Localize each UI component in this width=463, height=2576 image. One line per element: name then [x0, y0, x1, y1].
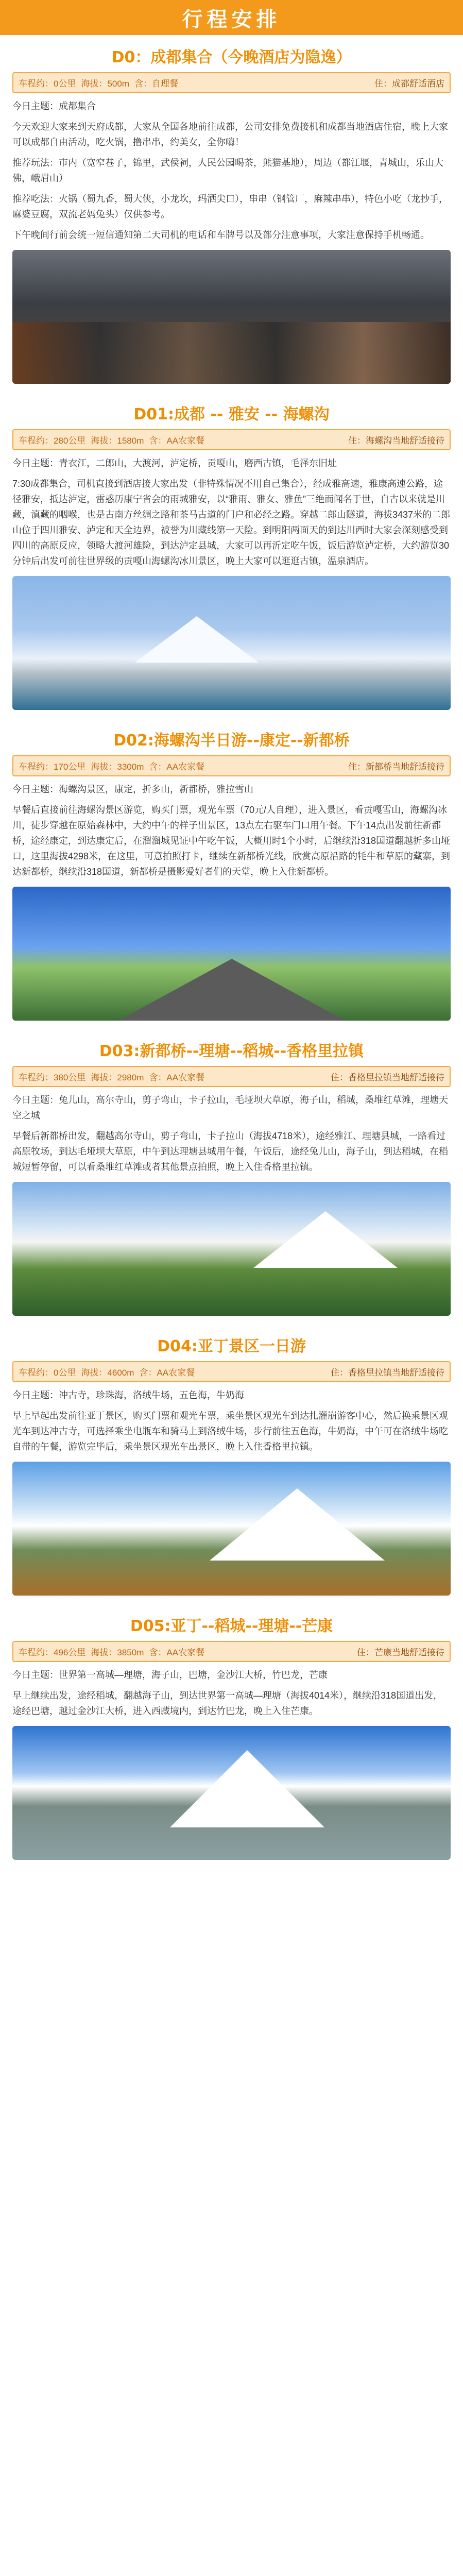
- day-title: D03:新都桥--理塘--稻城--香格里拉镇: [99, 1042, 364, 1060]
- meta-car: 车程约：496公里: [19, 1648, 86, 1657]
- day-section: [0, 44, 463, 392]
- title-banner: [0, 0, 463, 35]
- day-meta-bar: [12, 755, 451, 776]
- day-photo: [12, 887, 451, 1021]
- meta-meals: 含：AA农家餐: [149, 1648, 205, 1657]
- day-section: [0, 1333, 463, 1604]
- day-title: D01:成都 -- 雅安 -- 海螺沟: [133, 405, 330, 423]
- meta-hotel: 住：新都桥当地舒适接待: [348, 762, 444, 772]
- day-meta-bar: [12, 1641, 451, 1662]
- day-paragraph: 早餐后直接前往海螺沟景区游览，购买门票，观光车票（70元/人自理），进入景区，看贡嘎雪山，海螺沟冰川，徒步穿越在原始森林中，大约中午的样子出景区，13点左右驱车门口用午餐。下午14点出发前往新都桥，途经康定，到达康定后，在溜溜城见证中午吃午饭，大概用时1个小时，后继续沿318国道翻越折多山垭口，这里海拔4298米，在这里，可意拍照打卡，继续在新都桥光线，欣赏高原沿路的牦牛和草原的藏寨，到达新都桥，继续沿318国道，新都桥是摄影爱好者们的天堂，晚上入住新都桥。: [12, 805, 451, 877]
- day-title: D02:海螺沟半日游--康定--新都桥: [113, 732, 350, 750]
- meta-meals: 含：自理餐: [134, 79, 178, 89]
- day-paragraph: 推荐吃法：火锅（蜀九香，蜀大侠，小龙坎，玛洒尖口），串串（钢管厂，麻辣串串），特色小吃（龙抄手，麻婆豆腐，双流老妈兔头）仅供参考。: [12, 194, 448, 219]
- section-spacer: [12, 388, 451, 392]
- meta-altitude: 海拔：1580m: [91, 436, 144, 446]
- day-paragraph: 今日主题：成都集合: [12, 101, 96, 111]
- section-spacer: [12, 1600, 451, 1604]
- meta-car: 车程约：380公里: [19, 1073, 86, 1082]
- section-spacer: [12, 1320, 451, 1324]
- meta-altitude: 海拔：3850m: [91, 1648, 144, 1657]
- day-meta-bar: [12, 1361, 451, 1382]
- meta-meals: 含：AA农家餐: [149, 436, 205, 446]
- day-paragraph: 早餐后新都桥出发，翻越高尔寺山，剪子弯山，卡子拉山（海拔4718米），途经雅江、理塘县城，一路看过高原牧场，到达毛垭坝大草原，中午到达理塘县城用午餐，午饭后，途经兔儿山，海子山，到达稻城，在稻城短暂停留，可以看桑堆红草滩或者其他景点拍照，晚上入住香格里拉镇。: [12, 1131, 448, 1172]
- day-section: [0, 727, 463, 1029]
- day-paragraph: 今日主题：海螺沟景区，康定，折多山，新都桥，雅拉雪山: [12, 784, 253, 794]
- day-paragraph: 下午晚间行前会统一短信通知第二天司机的电话和车牌号以及部分注意事项，大家注意保持手机畅通。: [12, 230, 430, 240]
- meta-altitude: 海拔：500m: [81, 79, 129, 89]
- section-spacer: [12, 1864, 451, 1868]
- day-paragraph: 早上继续出发，途经稻城，翻越海子山，到达世界第一高城—理塘（海拔4014米），继续沿318国道出发，途经巴塘，越过金沙江大桥，进入西藏境内，到达竹巴龙，晚上入住芒康。: [12, 1690, 443, 1716]
- day-photo: [12, 1462, 451, 1596]
- meta-hotel: 住：香格里拉镇当地舒适接待: [331, 1073, 444, 1082]
- page-title: 行程安排: [182, 7, 281, 31]
- day-section: [0, 1613, 463, 1868]
- meta-meals: 含：AA农家餐: [139, 1368, 195, 1378]
- meta-car: 车程约：0公里: [19, 1368, 76, 1378]
- day-paragraph: 今日主题：冲古寺，珍珠海，洛绒牛场，五色海，牛奶海: [12, 1390, 244, 1400]
- meta-meals: 含：AA农家餐: [149, 762, 205, 772]
- meta-altitude: 海拔：2980m: [91, 1073, 144, 1082]
- section-spacer: [12, 1025, 451, 1029]
- meta-hotel: 住：芒康当地舒适接待: [357, 1648, 444, 1657]
- meta-hotel: 住：香格里拉镇当地舒适接待: [331, 1368, 444, 1378]
- day-meta-bar: [12, 429, 451, 450]
- meta-car: 车程约：170公里: [19, 762, 86, 772]
- day-section: [0, 1038, 463, 1324]
- day-title: D04:亚丁景区一日游: [157, 1337, 306, 1355]
- meta-car: 车程约：0公里: [19, 79, 76, 89]
- meta-altitude: 海拔：4600m: [81, 1368, 134, 1378]
- day-photo: [12, 250, 451, 384]
- day-title: D0：成都集合（今晚酒店为隐逸）: [111, 48, 352, 66]
- day-paragraph: 今日主题：青衣江，二郎山，大渡河，泸定桥，贡嘎山，磨西古镇，毛泽东旧址: [12, 458, 337, 468]
- meta-altitude: 海拔：3300m: [91, 762, 144, 772]
- day-photo: [12, 576, 451, 710]
- day-photo: [12, 1182, 451, 1316]
- day-title: D05:亚丁--稻城--理塘--芒康: [130, 1617, 333, 1635]
- day-paragraph: 7:30成都集合，司机直接到酒店接大家出发（非特殊情况不用自己集合），经成雅高速，雅康高速公路，途径雅安，抵达泸定，雷惑历康宁省会的雨城雅安，以“雅雨、雅女、雅鱼”三绝而闻名于世，自古以来就是川藏，滇藏的咽喉，也是古南方丝绸之路和茶马古道的门户和必经之路。穿越二郎山隧道，海拔3437米的二郎山位于四川雅安、泸定和天全边界，被誉为川藏线第一天险。到明阳两面天的到达川西时大家会深刻感受到四川的高原反应，领略大渡河雄险，到达泸定县城，大家可以再沂定吃午饭，饭后游览泸定桥，大约游览30分钟后出发可前往世界级的贡嘎山海螺沟冰川景区，晚上大家可以逛逛古镇，温泉酒店。: [12, 479, 451, 566]
- meta-meals: 含：AA农家餐: [149, 1073, 205, 1082]
- day-paragraph: 推荐玩法：市内（宽窄巷子，锦里，武侯祠，人民公园喝茶，熊猫基地），周边（都江堰，青城山，乐山大佛，峨眉山）: [12, 158, 443, 183]
- section-spacer: [12, 714, 451, 718]
- day-paragraph: 今日主题：世界第一高城—理塘，海子山，巴塘，金沙江大桥，竹巴龙，芒康: [12, 1670, 328, 1680]
- day-paragraph: 早上早起出发前往亚丁景区，购买门票和观光车票，乘坐景区观光车到达扎灌崩游客中心，然后换乘景区观光车到达冲古寺，可选择乘坐电瓶车和骑马上到洛绒牛场，步行前往五色海，牛奶海，中午可在洛绒牛场吃自带的午餐，游览完毕后，乘坐景区观光车出景区，晚上入住香格里拉镇。: [12, 1411, 448, 1452]
- day-section: [0, 401, 463, 718]
- meta-car: 车程约：280公里: [19, 436, 86, 446]
- day-meta-bar: [12, 1066, 451, 1087]
- day-photo: [12, 1726, 451, 1860]
- meta-hotel: 住：成都舒适酒店: [374, 79, 444, 89]
- day-meta-bar: [12, 72, 451, 93]
- day-paragraph: 今日主题：兔儿山，高尔寺山，剪子弯山，卡子拉山，毛垭坝大草原，海子山，稻城，桑堆红草滩，理塘天空之城: [12, 1095, 448, 1121]
- meta-hotel: 住：海螺沟当地舒适接待: [348, 436, 444, 446]
- day-paragraph: 今天欢迎大家来到天府成都，大家从全国各地前往成都，公司安排免费接机和成都当地酒店住宿，晚上大家可以成都自由活动，吃火锅，撸串串，约美女，全你嗨！: [12, 122, 448, 147]
